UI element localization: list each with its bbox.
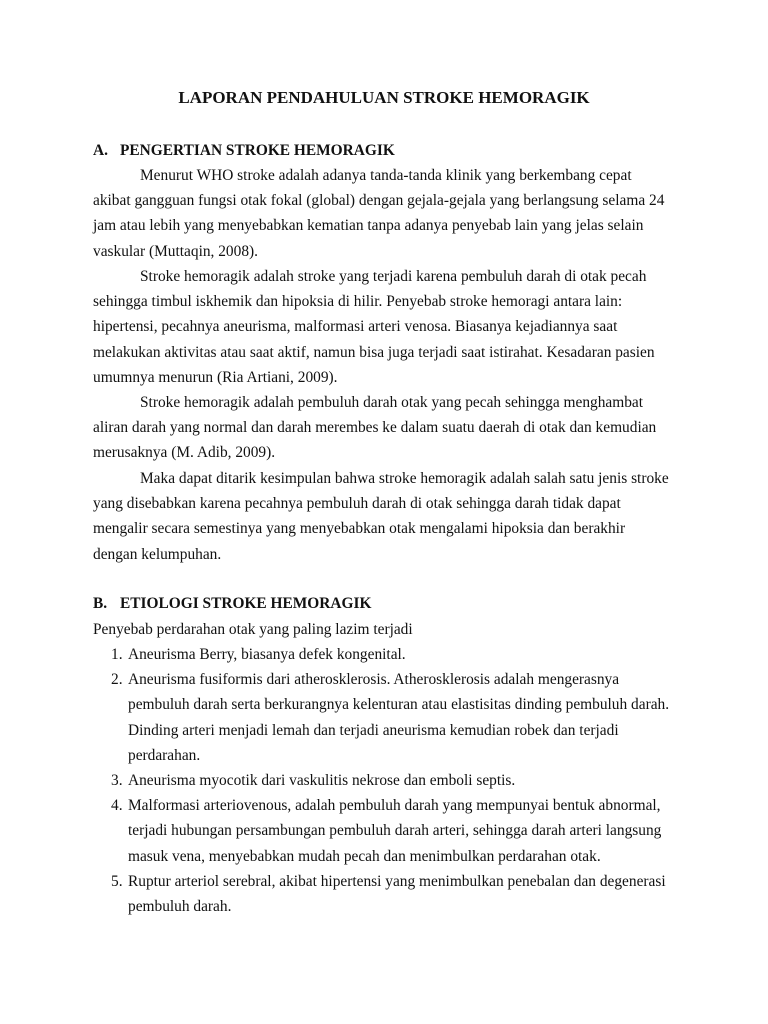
paragraph-line: hipertensi, pecahnya aneurisma, malformasi arteri venosa. Biasanya kejadiannya saat xyxy=(93,318,618,336)
paragraph-line: merusaknya (M. Adib, 2009). xyxy=(93,444,276,462)
section-a-title: PENGERTIAN STROKE HEMORAGIK xyxy=(120,142,395,159)
document-title: LAPORAN PENDAHULUAN STROKE HEMORAGIK xyxy=(178,88,590,107)
intro-line: Penyebab perdarahan otak yang paling lazim terjadi xyxy=(93,621,413,638)
list-item-line: Aneurisma myocotik dari vaskulitis nekrose dan emboli septis. xyxy=(128,772,516,790)
list-item-number: 5. xyxy=(111,872,123,890)
list-item xyxy=(93,869,669,919)
paragraph-line: vaskular (Muttaqin, 2008). xyxy=(93,242,258,260)
list-item-line: perdarahan. xyxy=(128,746,201,764)
paragraph-line: akibat gangguan fungsi otak fokal (global) dengan gejala-gejala yang berlangsung selama 24 xyxy=(93,192,665,210)
list-item-line: Ruptur arteriol serebral, akibat hipertensi yang menimbulkan penebalan dan degenerasi xyxy=(128,872,666,890)
list-item-line: terjadi hubungan persambungan pembuluh darah arteri, sehingga darah arteri langsung xyxy=(128,822,662,840)
section-b-title: ETIOLOGI STROKE HEMORAGIK xyxy=(120,595,372,612)
paragraph-line: Stroke hemoragik adalah pembuluh darah otak yang pecah sehingga menghambat xyxy=(140,394,644,411)
list-item-number: 1. xyxy=(111,646,123,663)
list-item-line: Dinding arteri menjadi lemah dan terjadi aneurisma kemudian robek dan terjadi xyxy=(128,721,619,739)
section-a-paragraph-1 xyxy=(93,163,673,264)
list-item-number: 3. xyxy=(111,772,123,790)
section-b-heading xyxy=(93,593,371,615)
list-item-number: 2. xyxy=(111,671,123,689)
list-item-line: masuk vena, menyebabkan mudah pecah dan menimbulkan perdarahan otak. xyxy=(128,847,601,865)
section-b-letter: B. xyxy=(93,595,108,612)
list-item-number: 4. xyxy=(111,797,123,815)
paragraph-line: umumnya menurun (Ria Artiani, 2009). xyxy=(93,368,338,386)
section-a-heading xyxy=(93,140,395,162)
list-item-line: Aneurisma fusiformis dari atherosklerosis. Atherosklerosis adalah mengerasnya xyxy=(128,671,620,689)
paragraph-line: Stroke hemoragik adalah stroke yang terjadi karena pembuluh darah di otak pecah xyxy=(140,268,647,285)
section-b-intro xyxy=(93,617,673,642)
paragraph-line: dengan kelumpuhan. xyxy=(93,545,222,563)
section-a-paragraph-4 xyxy=(93,466,673,567)
paragraph-line: sehingga timbul iskhemik dan hipoksia di hilir. Penyebab stroke hemoragi antara lain: xyxy=(93,293,623,311)
list-item xyxy=(93,642,669,667)
list-item-line: Aneurisma Berry, biasanya defek kongenital. xyxy=(128,646,406,663)
etiology-list xyxy=(93,642,669,919)
paragraph-line: aliran darah yang normal dan darah merembes ke dalam suatu daerah di otak dan kemudian xyxy=(93,419,657,437)
list-item-line: pembuluh darah serta berkurangnya kelenturan atau elastisitas dinding pembuluh darah. xyxy=(128,696,670,714)
list-item-line: Malformasi arteriovenous, adalah pembuluh darah yang mempunyai bentuk abnormal, xyxy=(128,797,661,815)
list-item xyxy=(93,793,669,869)
paragraph-line: Maka dapat ditarik kesimpulan bahwa stroke hemoragik adalah salah satu jenis stroke xyxy=(140,470,669,487)
paragraph-line: Menurut WHO stroke adalah adanya tanda-tanda klinik yang berkembang cepat xyxy=(140,167,632,184)
paragraph-line: mengalir secara semestinya yang menyebabkan otak mengalami hipoksia dan berakhir xyxy=(93,520,626,538)
list-item xyxy=(93,667,669,768)
list-item xyxy=(93,768,669,793)
section-a-letter: A. xyxy=(93,142,108,159)
list-item-line: pembuluh darah. xyxy=(128,898,232,916)
section-a-paragraph-2 xyxy=(93,264,673,390)
paragraph-line: melakukan aktivitas atau saat aktif, namun bisa juga terjadi saat istirahat. Kesadaran pasien xyxy=(93,343,655,361)
section-a-paragraph-3 xyxy=(93,390,673,466)
paragraph-line: jam atau lebih yang menyebabkan kematian tanpa adanya penyebab lain yang jelas selain xyxy=(93,217,644,235)
paragraph-line: yang disebabkan karena pecahnya pembuluh darah di otak sehingga darah tidak dapat xyxy=(93,495,621,513)
